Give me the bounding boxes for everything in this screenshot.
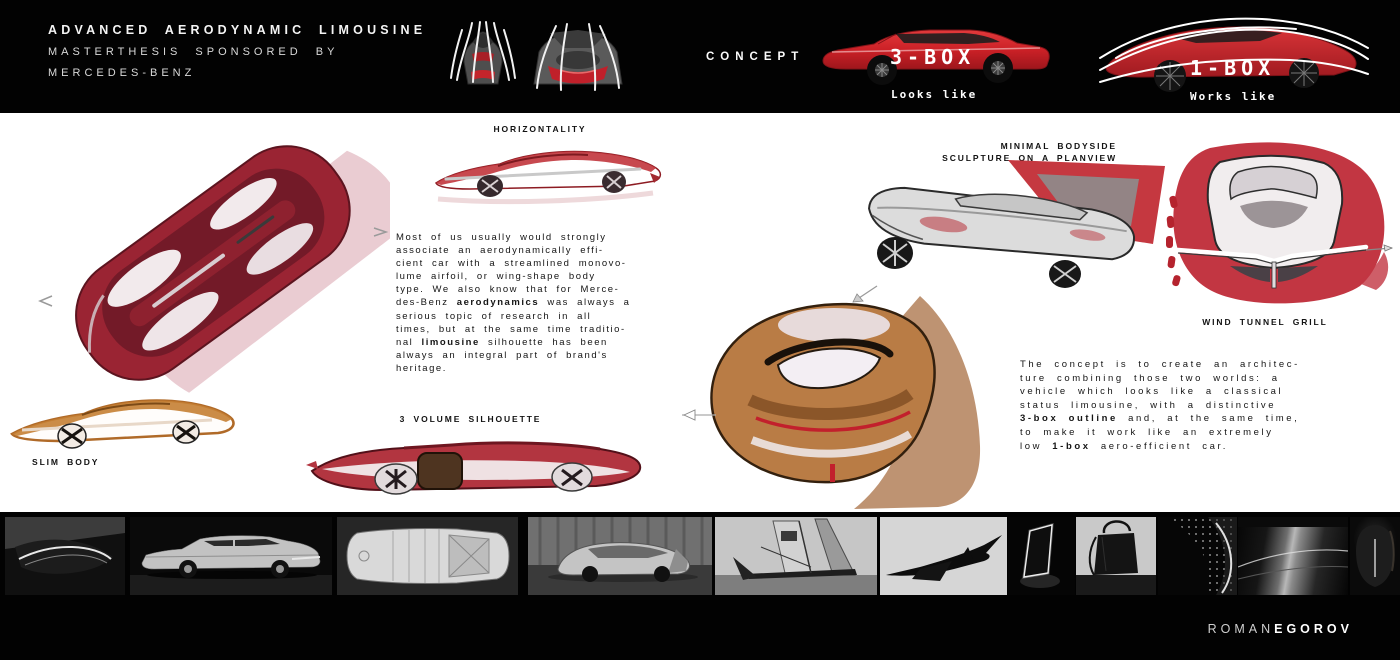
photo-classic-sedan [130,517,332,595]
concept-paragraph: The concept is to create an architec- ture combining those two worlds: a vehicle which looks like a classical status limousine, with a distinctive 3-box outline and, at the same time, to make it work like an extremely low 1-box aero-efficient car. [1020,359,1300,452]
photo-perforated-detail [1158,517,1237,595]
photo-racing-catamaran [715,517,877,595]
aero-front-sketch [448,20,518,94]
three-box-illustration [818,20,1054,105]
title-block [48,23,426,79]
one-box-caption: Works like [1190,90,1277,103]
front-three-quarter-sketch [682,268,984,510]
concept-label: CONCEPT [706,51,805,63]
horizontality-sketch [428,137,668,209]
label-minimal-bodyside-line1: MINIMAL BODYSIDE [1000,141,1117,151]
photo-sculpted-head [1350,517,1400,595]
label-slim-body: SLIM BODY [32,457,100,467]
one-box-label: 1-BOX [1190,56,1276,80]
page-title: ADVANCED AERODYNAMIC LIMOUSINE [48,23,427,37]
photo-supersonic-jet [880,517,1007,595]
footer-bar [0,512,1400,660]
page-subtitle: MASTERTHESIS SPONSORED BY [48,46,339,58]
page-sponsor: MERCEDES-BENZ [48,67,196,79]
label-three-volume: 3 VOLUME SILHOUETTE [399,414,542,424]
photo-leather-bag [1076,517,1156,595]
top-view-sketch [22,118,390,410]
wind-tunnel-grill-sketch [1158,132,1396,314]
photo-bodyside-highlight [1238,517,1348,595]
label-wind-tunnel-grill: WIND TUNNEL GRILL [1202,317,1328,327]
author-last-name: EGOROV [1274,622,1353,636]
slim-body-sketch [2,384,242,462]
label-minimal-bodyside-line2: SCULPTURE ON A PLANVIEW [942,153,1117,163]
author-first-name: ROMAN [1207,622,1275,636]
three-box-label: 3-BOX [890,45,976,69]
photo-aero-sculpture [5,517,125,595]
photo-concept-rear-quarter [528,517,712,595]
three-box-caption: Looks like [891,88,978,101]
author-signature [1208,622,1353,636]
three-volume-sketch [300,427,650,507]
intro-paragraph: Most of us usually would strongly associate an aerodynamically effi- cient car with a streamlined monovo- lume airfoil, or wing-shape body type. We also know that for Merce- des-Benz aerodynamics was always a serious topic of research in all times, but at the same time traditio- nal limousine silhouette has been always an integral part of brand's heritage. [396,232,631,374]
photo-concept-top-view [337,517,518,595]
photo-edge-lit-glass [1008,517,1075,595]
header-bar [0,0,1400,113]
aero-rear-sketch [526,22,630,96]
one-box-illustration [1098,14,1370,106]
label-horizontality: HORIZONTALITY [493,124,587,134]
